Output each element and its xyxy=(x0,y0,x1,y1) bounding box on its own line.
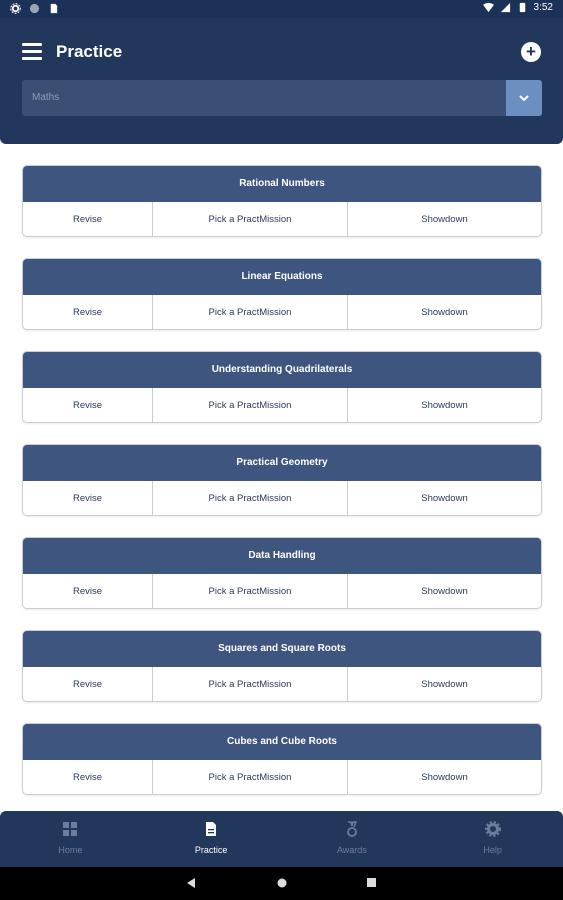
plus-icon: + xyxy=(526,42,536,61)
showdown-button[interactable]: Showdown xyxy=(421,214,468,225)
topic-card xyxy=(22,537,542,609)
pick-practmission-button[interactable]: Pick a PractMission xyxy=(153,202,348,237)
showdown-button[interactable]: Showdown xyxy=(421,586,468,597)
revise-button[interactable]: Revise xyxy=(23,574,153,609)
topic-title: Rational Numbers xyxy=(23,166,541,202)
chevron-down-icon xyxy=(518,93,530,103)
battery-icon xyxy=(517,2,528,13)
grid-icon xyxy=(62,821,78,837)
nav-help-label: Help xyxy=(483,845,502,855)
revise-button[interactable]: Revise xyxy=(23,481,153,516)
topic-actions xyxy=(23,388,541,423)
dropdown-arrow-button[interactable] xyxy=(506,80,542,116)
topic-actions xyxy=(23,760,541,795)
showdown-button[interactable]: Showdown xyxy=(421,772,468,783)
pick-practmission-button[interactable]: Pick a PractMission xyxy=(153,388,348,423)
topic-actions xyxy=(23,295,541,330)
topic-card xyxy=(22,165,542,237)
home-circle-icon[interactable] xyxy=(277,878,287,888)
sd-card-status-icon xyxy=(48,3,59,14)
settings-status-icon xyxy=(10,3,21,14)
topic-card xyxy=(22,723,542,795)
topic-card xyxy=(22,630,542,702)
revise-button[interactable]: Revise xyxy=(23,388,153,423)
system-nav-bar xyxy=(0,867,563,900)
status-time: 3:52 xyxy=(533,2,553,13)
nav-practice[interactable] xyxy=(141,811,282,867)
signal-icon xyxy=(500,2,511,13)
topic-title: Cubes and Cube Roots xyxy=(23,724,541,760)
revise-button[interactable]: Revise xyxy=(23,760,153,795)
nav-awards-label: Awards xyxy=(336,845,367,855)
page-title: Practice xyxy=(56,42,123,61)
revise-button[interactable]: Revise xyxy=(23,667,153,702)
showdown-button[interactable]: Showdown xyxy=(421,400,468,411)
revise-button[interactable]: Revise xyxy=(23,295,153,330)
topic-card xyxy=(22,351,542,423)
topic-card xyxy=(22,444,542,516)
nav-help[interactable] xyxy=(422,811,563,867)
subject-dropdown[interactable] xyxy=(22,80,542,116)
nav-awards[interactable] xyxy=(282,811,423,867)
medal-icon xyxy=(344,821,360,837)
showdown-button[interactable]: Showdown xyxy=(421,679,468,690)
topic-actions xyxy=(23,667,541,702)
subject-select-value: Maths xyxy=(32,92,60,103)
pick-practmission-button[interactable]: Pick a PractMission xyxy=(153,574,348,609)
topic-title: Practical Geometry xyxy=(23,445,541,481)
topic-title: Squares and Square Roots xyxy=(23,631,541,667)
pick-practmission-button[interactable]: Pick a PractMission xyxy=(153,760,348,795)
topic-list xyxy=(22,165,542,816)
topic-actions xyxy=(23,574,541,609)
pick-practmission-button[interactable]: Pick a PractMission xyxy=(153,481,348,516)
topic-title: Data Handling xyxy=(23,538,541,574)
revise-button[interactable]: Revise xyxy=(23,202,153,237)
nav-practice-label: Practice xyxy=(194,845,228,855)
gear-icon xyxy=(485,821,501,837)
document-icon xyxy=(203,821,219,837)
back-icon[interactable] xyxy=(186,878,196,888)
nav-home[interactable] xyxy=(0,811,141,867)
wifi-icon xyxy=(483,2,494,13)
pick-practmission-button[interactable]: Pick a PractMission xyxy=(153,295,348,330)
pick-practmission-button[interactable]: Pick a PractMission xyxy=(153,667,348,702)
add-button[interactable] xyxy=(521,42,541,62)
status-bar xyxy=(0,0,563,18)
hamburger-menu-icon[interactable] xyxy=(22,43,42,60)
showdown-button[interactable]: Showdown xyxy=(421,307,468,318)
recents-icon[interactable] xyxy=(367,878,376,887)
topic-actions xyxy=(23,481,541,516)
app-header xyxy=(0,18,563,144)
sync-status-icon xyxy=(29,3,40,14)
topic-title: Understanding Quadrilaterals xyxy=(23,352,541,388)
topic-card xyxy=(22,258,542,330)
bottom-nav xyxy=(0,811,563,867)
topic-actions xyxy=(23,202,541,237)
showdown-button[interactable]: Showdown xyxy=(421,493,468,504)
topic-title: Linear Equations xyxy=(23,259,541,295)
nav-home-label: Home xyxy=(58,845,83,855)
